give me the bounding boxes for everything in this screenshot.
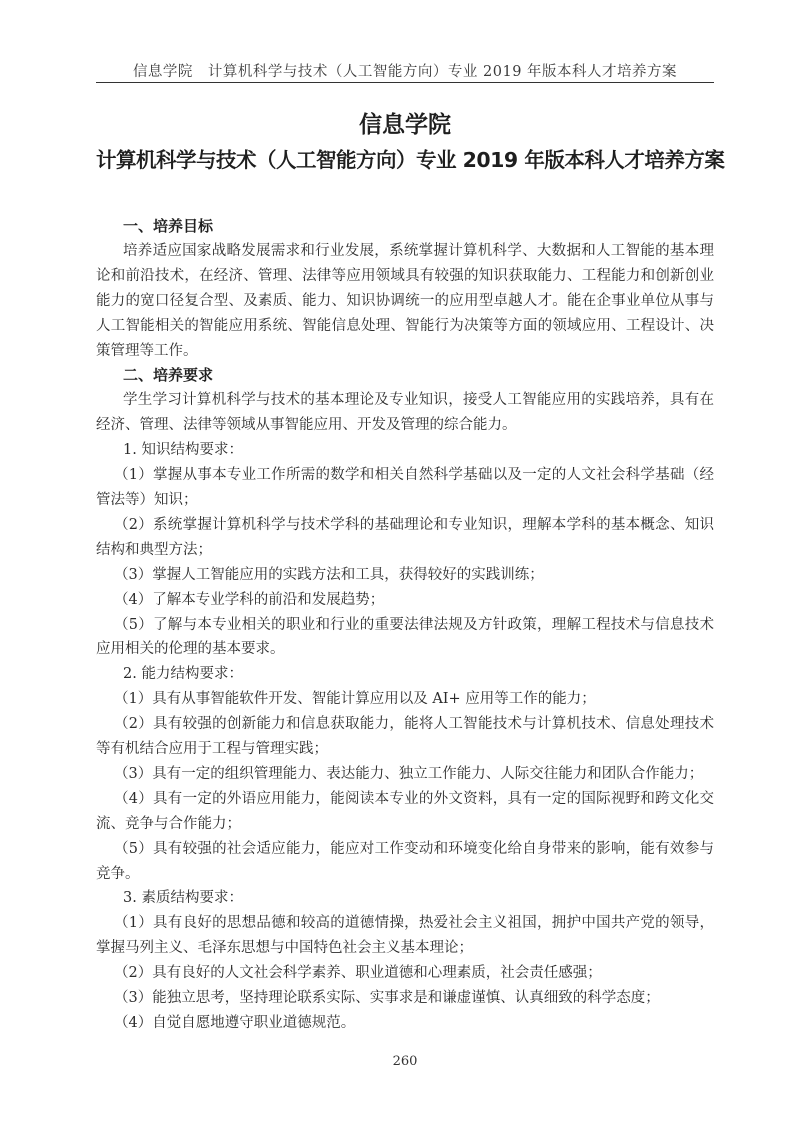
- page-title-school: 信息学院: [359, 112, 451, 138]
- subsection-knowledge: 1. 知识结构要求：: [123, 442, 243, 459]
- page-title-program: 计算机科学与技术（人工智能方向）专业 2019 年版本科人才培养方案: [96, 148, 725, 172]
- section-heading-goal: 一、培养目标: [123, 217, 214, 235]
- list-item: （2）具有较强的创新能力和信息获取能力，能将人工智能技术与计算机技术、信息处理技术等有机结合应用于工程与管理实践；: [96, 716, 714, 758]
- list-item: （1）具有从事智能软件开发、智能计算应用以及 AI+ 应用等工作的能力；: [114, 691, 596, 708]
- list-item: （1）掌握从事本专业工作所需的数学和相关自然科学基础以及一定的人文社会科学基础（经管法等）知识；: [96, 467, 714, 508]
- list-item: （4）了解本专业学科的前沿和发展趋势；: [114, 591, 385, 608]
- list-item: （5）具有较强的社会适应能力，能应对工作变动和环境变化给自身带来的影响，能有效参与竞争。: [96, 840, 714, 882]
- list-item: （2）具有良好的人文社会科学素养、职业道德和心理素质，社会责任感强；: [114, 965, 602, 982]
- running-header: 信息学院 计算机科学与技术（人工智能方向）专业 2019 年版本科人才培养方案: [132, 64, 678, 80]
- list-item: （3）能独立思考，坚持理论联系实际、实事求是和谦虚谨慎、认真细致的科学态度；: [114, 990, 660, 1007]
- list-item: （4）具有一定的外语应用能力，能阅读本专业的外文资料，具有一定的国际视野和跨文化交流、竞争与合作能力；: [96, 790, 714, 832]
- requirements-intro: 学生学习计算机科学与技术的基本理论及专业知识，接受人工智能应用的实践培养，具有在经济、管理、法律等领域从事智能应用、开发及管理的综合能力。: [96, 392, 714, 434]
- list-item: （3）具有一定的组织管理能力、表达能力、独立工作能力、人际交往能力和团队合作能力；: [114, 765, 704, 782]
- section-heading-requirements: 二、培养要求: [123, 366, 214, 385]
- list-item: （2）系统掌握计算机科学与技术学科的基础理论和专业知识，理解本学科的基本概念、知识结构和典型方法；: [96, 516, 714, 558]
- list-item: （1）具有良好的思想品德和较高的道德情操，热爱社会主义祖国，拥护中国共产党的领导，掌握马列主义、毛泽东思想与中国特色社会主义基本理论；: [96, 915, 714, 957]
- subsection-quality: 3. 素质结构要求：: [123, 890, 243, 907]
- subsection-ability: 2. 能力结构要求：: [123, 666, 243, 683]
- page-number: 260: [392, 1054, 418, 1069]
- list-item: （5）了解与本专业相关的职业和行业的重要法律法规及方针政策，理解工程技术与信息技术应用相关的伦理的基本要求。: [96, 616, 714, 658]
- list-item: （3）掌握人工智能应用的实践方法和工具，获得较好的实践训练；: [114, 566, 544, 583]
- header-rule: [96, 82, 714, 83]
- list-item: （4）自觉自愿地遵守职业道德规范。: [114, 1015, 356, 1031]
- goal-paragraph: 培养适应国家战略发展需求和行业发展，系统掌握计算机科学、大数据和人工智能的基本理论和前沿技术，在经济、管理、法律等应用领域具有较强的知识获取能力、工程能力和创新创业能力的宽口径复合型、及素质、能力、知识协调统一的应用型卓越人才。能在企事业单位从事与人工智能相关的智能应用系统、智能信息处理、智能行为决策等方面的领域应用、工程设计、决策管理等工作。: [96, 242, 714, 359]
- document-body: [96, 214, 714, 1036]
